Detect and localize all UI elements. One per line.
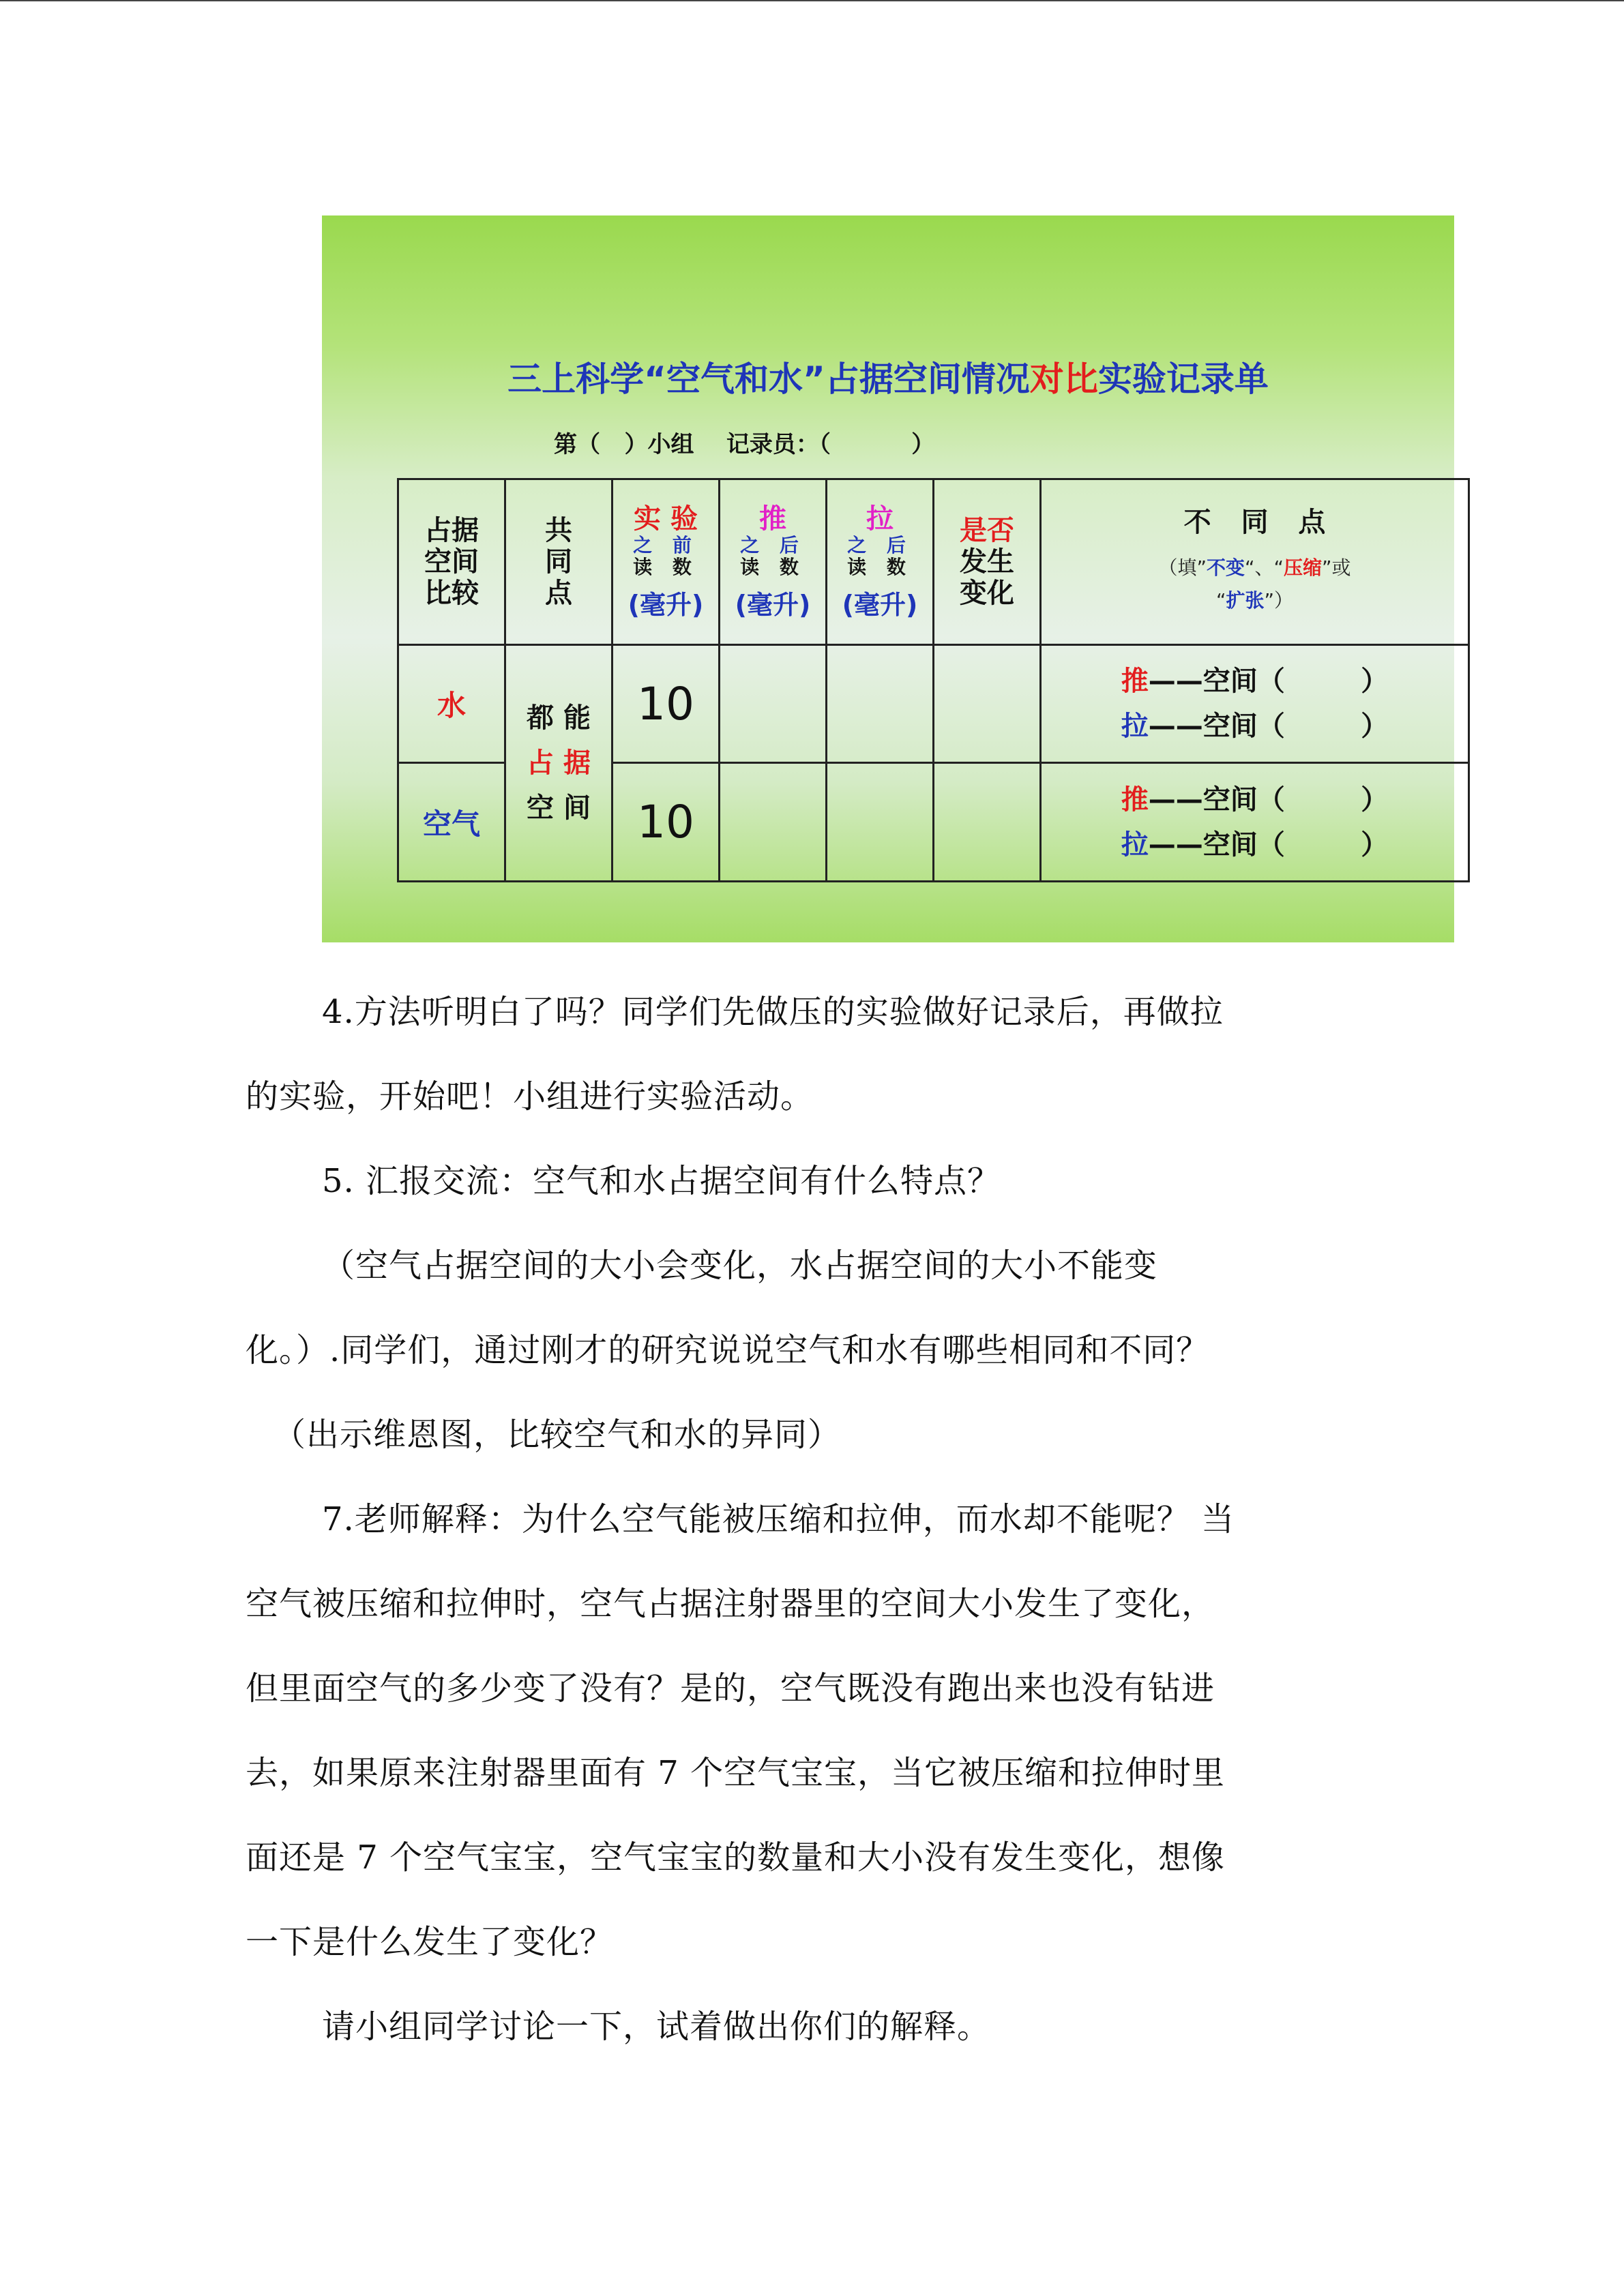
water-changed-cell (934, 645, 1041, 763)
water-pull-cell (827, 645, 934, 763)
page-top-border (0, 0, 1624, 1)
title-text-1: 三上科学“空气和水”占据空间情况 (507, 359, 1030, 399)
paragraph-line: （出示维恩图，比较空气和水的异同） (273, 1416, 842, 1454)
air-before-value: 10 (612, 763, 720, 882)
title-text-red: 对比 (1029, 359, 1098, 399)
paragraph-line: 4.方法听明白了吗？同学们先做压的实验做好记录后，再做拉 (322, 993, 1224, 1031)
title-text-2: 实验记录单 (1097, 359, 1269, 399)
header-compare: 占据 空间 比较 (398, 479, 505, 645)
water-difference-cell: 推——空间（ ） 拉——空间（ ） (1041, 645, 1469, 763)
table-row-water (398, 645, 1469, 763)
paragraph-line: 面还是 7 个空气宝宝，空气宝宝的数量和大小没有发生变化，想像 (246, 1838, 1226, 1877)
paragraph-line: 请小组同学讨论一下，试着做出你们的解释。 (322, 2008, 991, 2046)
air-changed-cell (934, 763, 1041, 882)
paragraph-line: 5. 汇报交流：空气和水占据空间有什么特点？ (322, 1162, 1001, 1200)
group-recorder-line: 第（ ）小组 记录员：（ ） (554, 431, 935, 458)
record-sheet-image (322, 215, 1454, 942)
paragraph-line: 化。）.同学们，通过刚才的研究说说空气和水有哪些相同和不同？ (246, 1331, 1210, 1369)
paragraph-line: 但里面空气的多少变了没有？是的，空气既没有跑出来也没有钻进 (246, 1669, 1215, 1708)
header-common: 共 同 点 (505, 479, 612, 645)
row-label-water: 水 (398, 645, 505, 763)
water-before-value: 10 (612, 645, 720, 763)
paragraph-line: 空气被压缩和拉伸时，空气占据注射器里的空间大小发生了变化， (246, 1585, 1215, 1623)
paragraph-line: 去，如果原来注射器里面有 7 个空气宝宝，当它被压缩和拉伸时里 (246, 1754, 1226, 1792)
header-changed: 是否 发生 变化 (934, 479, 1041, 645)
common-point-cell: 都 能 占 据 空 间 (505, 645, 612, 882)
header-before-reading: 实 验 之 前 读 数 (毫升) (612, 479, 720, 645)
paragraph-line: 一下是什么发生了变化？ (246, 1923, 614, 1961)
air-pull-cell (827, 763, 934, 882)
paragraph-line: 7.老师解释：为什么空气能被压缩和拉伸，而水却不能呢？ 当 (322, 1500, 1235, 1538)
record-sheet-title (322, 352, 1454, 401)
paragraph-line: 的实验，开始吧！小组进行实验活动。 (246, 1077, 814, 1116)
header-difference: 不 同 点 （填”不变“、“压缩”或 “扩张”） (1041, 479, 1469, 645)
table-header-row (398, 479, 1469, 645)
air-push-cell (720, 763, 827, 882)
row-label-air: 空气 (398, 763, 505, 882)
header-after-pull: 拉 之 后 读 数 (毫升) (827, 479, 934, 645)
water-push-cell (720, 645, 827, 763)
paragraph-line: （空气占据空间的大小会变化，水占据空间的大小不能变 (322, 1247, 1158, 1285)
header-after-push: 推 之 后 读 数 (毫升) (720, 479, 827, 645)
air-difference-cell: 推——空间（ ） 拉——空间（ ） (1041, 763, 1469, 882)
record-table (397, 478, 1470, 882)
